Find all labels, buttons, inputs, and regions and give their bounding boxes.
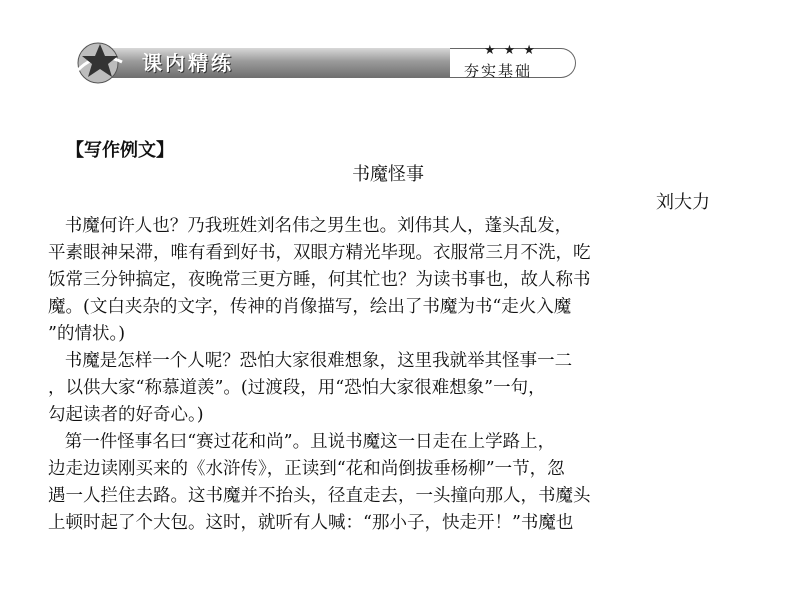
rating-stars: ★★★	[484, 43, 543, 58]
section-label: 【写作例文】	[66, 140, 174, 161]
essay-line: 遇一人拦住去路。这书魔并不抬头，径直走去，一头撞向那人，书魔头	[48, 486, 591, 506]
essay-line: 书魔何许人也？乃我班姓刘名伟之男生也。刘伟其人，蓬头乱发，	[48, 216, 573, 236]
banner-bar	[78, 48, 450, 78]
banner-subtitle: 夯实基础	[464, 62, 533, 80]
section-banner	[66, 40, 578, 86]
essay-line: 上顿时起了个大包。这时，就听有人喊：“那小子，快走开！”书魔也	[48, 513, 574, 533]
essay-line: 第一件怪事名曰“赛过花和尚”。且说书魔这一日走在上学路上，	[48, 432, 556, 452]
essay-line: 边走边读刚买来的《水浒传》，正读到“花和尚倒拔垂杨柳”一节，忽	[48, 459, 565, 479]
essay-author: 刘大力	[656, 192, 710, 213]
banner-title: 课内精练	[142, 51, 234, 75]
essay-line: 平素眼神呆滞，唯有看到好书，双眼方精光毕现。衣服常三月不洗，吃	[48, 243, 591, 263]
essay-line: ，以供大家“称慕道羡”。(过渡段，用“恐怕大家很难想象”一句，	[48, 378, 546, 398]
essay-title: 书魔怪事	[352, 164, 424, 185]
essay-line: ”的情状。)	[48, 324, 126, 344]
star-emblem-icon	[70, 40, 130, 86]
essay-line: 书魔是怎样一个人呢？恐怕大家很难想象，这里我就举其怪事一二	[48, 351, 573, 371]
essay-line: 魔。(文白夹杂的文字，传神的肖像描写，绘出了书魔为书“走火入魔	[48, 297, 572, 317]
essay-line: 勾起读者的好奇心。)	[48, 405, 204, 425]
essay-line: 饭常三分钟搞定，夜晚常三更方睡，何其忙也？为读书事也，故人称书	[48, 270, 591, 290]
